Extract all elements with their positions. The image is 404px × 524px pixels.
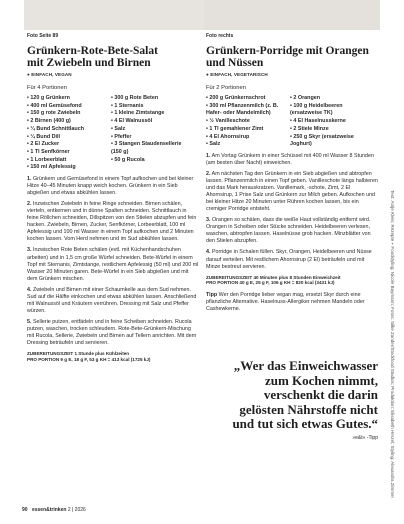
steps <box>27 176 199 347</box>
ingredient-item: • 300 ml Pflanzenmilch (z. B. <box>206 102 279 109</box>
ingredient-item: • 150 ml Apfelessig <box>27 164 76 171</box>
step-text: Inzwischen Zwiebeln in feine Ringe schneiden. Birnen schälen, vierteln, entkernen und in dünne Spalten schneiden. Schnittlauch in feine Röllchen schneiden, Dillspitzen von den Stielen abzupfen und fein hacken. Zwiebeln, Birnen, Zucker, Senfkörner, Lorbeerblatt, 100 ml Apfelessig und 100 ml Wasser in einem Topf aufkochen und 2 Minuten kochen lassen. Vom Herd nehmen und im Sud abkühlen lassen. <box>27 201 197 243</box>
ingredient-item: • 1 Tl Senfkörner <box>27 148 70 155</box>
step-number: 3. <box>206 217 211 224</box>
step <box>27 247 199 282</box>
ingredient-item: • 4 El Haselnusskerne <box>290 118 346 125</box>
step-number: 1. <box>206 152 211 159</box>
ingredient-item: • 1 kleine Zimtstange <box>111 110 165 117</box>
step <box>206 153 378 167</box>
ingredient-list-left <box>27 95 111 172</box>
step-text: Porridge in Schalen füllen. Skyr, Orangen, Heidelbeeren und Nüsse darauf verteilen. Mit restlichem Ahornsirup (2 El) beträufeln und mit Minze bestreut servieren. <box>206 249 372 270</box>
ingredient-item: • 300 g Rote Beten <box>111 95 159 101</box>
ingredient-item: Hafer- oder Mandelmilch) <box>206 110 271 117</box>
ingredient-item: • 1 Sternanis <box>111 102 144 109</box>
step-number: 4. <box>206 249 211 256</box>
recipe-title: Grünkern-Rote-Bete-Salat mit Zwiebeln und Birnen <box>27 45 158 69</box>
tip-label: Tipp <box>206 292 218 299</box>
recipe-title: Grünkern-Porridge mit Orangen und Nüssen <box>206 45 369 69</box>
ingredient-item: • 1 Tl gemahlener Zimt <box>206 125 264 132</box>
ingredient-item: • 150 g rote Zwiebeln <box>27 110 81 117</box>
ingredient-item: • 4 El Walnussöl <box>111 118 153 125</box>
ingredient-item: • 400 ml Gemüsefond <box>27 102 82 109</box>
photo-area-left <box>24 0 204 30</box>
issue: 2 | 2026 <box>67 507 86 513</box>
step-text: Sellerie putzen, entfädeln und in feine Scheiben schneiden. Rucola putzen, waschen, trocken schleudern. Rote-Bete-Grünkern-Mischung mit Rucola, Sellerie, Zwiebeln und Birnen auf Tellern anrichten. Mit dem Dressing beträufeln und servieren. <box>27 318 197 347</box>
ingredient-item: • ¼ Bund Schnittlauch <box>27 125 84 132</box>
tip-text: Wer den Porridge lieber vegan mag, ersetzt Skyr durch eine pflanzliche Alternative. Haselnuss-Allergiker nehmen Mandeln oder Cashewkerne. <box>206 292 365 313</box>
ingredient-list-right <box>111 95 199 172</box>
step <box>206 217 378 245</box>
ingredient-item: • ½ Vanilleschote <box>206 118 250 125</box>
step-number: 4. <box>27 286 32 293</box>
step <box>27 176 199 197</box>
step-number: 1. <box>27 176 32 183</box>
step <box>27 287 199 315</box>
recipe-left <box>27 30 199 363</box>
step <box>27 201 199 243</box>
ingredient-item: • 2 Orangen <box>290 95 321 101</box>
ingredients <box>206 95 378 149</box>
step-number: 5. <box>27 318 32 325</box>
ingredient-item: • 200 g Grünkernschrot <box>206 95 266 101</box>
step-number: 3. <box>27 247 32 254</box>
nutrition-info: ZUBEREITUNGSZEIT 1 Stunde plus Kühlzeiten PRO PORTION 9 g E, 18 g F, 53 g KH = 413 kcal (1725 kJ) <box>27 351 151 362</box>
step <box>206 171 378 213</box>
ingredient-item: Joghurt) <box>290 141 312 148</box>
portions: Für 4 Portionen <box>27 85 67 91</box>
ingredient-item: • 120 g Grünkern <box>27 95 70 101</box>
ingredient-item: • 250 g Skyr (ersatzweise <box>290 133 354 140</box>
recipe-tags: ● EINFACH, VEGETARISCH <box>206 72 268 77</box>
portions: Für 2 Portionen <box>206 85 246 91</box>
quote-author: »e&t« -Tipp <box>352 434 378 441</box>
recipe-tags: ● EINFACH, VEGAN <box>27 72 72 77</box>
ingredient-item: • Pfeffer <box>111 133 132 140</box>
pull-quote: „Wer das Einweichwasser zum Kochen nimmt, verschenkt die darin gelösten Nährstoffe nicht und tut sich etwas Gutes.“ »e&t« -Tipp <box>180 359 378 441</box>
ingredient-list-right <box>290 95 378 149</box>
step-text: Zwiebeln und Birnen mit einer Schaumkelle aus dem Sud nehmen. Sud auf die Hälfte einkochen und etwas abkühlen lassen. Anschließend mit Walnussöl und Kräutern verrühren. Dressing mit Salz und Pfeffer würzen. <box>27 286 197 314</box>
step-number: 2. <box>206 171 211 178</box>
page-number: 90 <box>22 507 28 513</box>
ingredient-list-left <box>206 95 290 149</box>
photo-ref: Foto Seite 89 <box>27 33 59 39</box>
ingredient-item: • 2 Birnen (400 g) <box>27 118 71 125</box>
photo-ref: Foto rechts <box>206 33 234 39</box>
magazine-name: essen&trinken <box>31 507 67 513</box>
ingredient-item: (ersatzweise TK) <box>290 110 333 117</box>
ingredient-item: • 2 Stiele Minze <box>290 125 329 132</box>
credits: Text: Antje Klein; Rezepte + Foodstyling: Nicole Baymann; Fotos: Silke Zander/Stockfood Studios; Produktion: Elisabeth Herzel; Styling: Alexandra Zimmer <box>390 190 395 499</box>
recipe-right <box>206 30 378 313</box>
ingredient-item: • Salz <box>206 141 221 148</box>
ingredient-item: • 50 g Rucola <box>111 156 145 163</box>
tip-box <box>206 292 378 313</box>
step-text: Grünkern und Gemüsefond in einem Topf aufkochen und bei kleiner Hitze 40–45 Minuten knapp weich kochen. Grünkern in ein Sieb abgießen und etwas abkühlen lassen. <box>27 176 194 197</box>
step-text: Am nächsten Tag den Grünkern in ein Sieb abgießen und abtropfen lassen. Pflanzenmilch in einen Topf geben. Vanilleschote längs halbieren und das Mark herauskratzen. Vanillemark, -schote, Zimt, 2 El Ahornsirup, 1 Prise Salz und Grünkern zur Milch geben. Aufkochen und bei kleiner Hitze 20 Minuten unter Rühren kochen lassen, bis ein cremiger Porridge entsteht. <box>206 171 378 213</box>
ingredients <box>27 95 199 172</box>
page-footer <box>22 507 86 513</box>
ingredient-item: • 3 Stangen Staudensellerie <box>111 141 182 148</box>
step <box>27 319 199 347</box>
ingredient-item: • 2 El Zucker <box>27 141 60 148</box>
ingredient-item: • Salz <box>111 125 126 132</box>
ingredient-item: • ¼ Bund Dill <box>27 133 61 140</box>
step-text: Am Vortag Grünkern in einer Schüssel mit 400 ml Wasser 8 Stunden (am besten über Nacht) einweichen. <box>206 152 374 166</box>
ingredient-item: • 1 Lorbeerblatt <box>27 156 67 163</box>
step-text: Orangen so schälen, dass die weiße Haut vollständig entfernt wird. Orangen in Scheiben oder Stücke schneiden. Heidelbeeren verlesen, waschen, abtropfen lassen. Haselnüsse grob hacken. Minzblätter von den Stielen abzupfen. <box>206 217 371 245</box>
steps <box>206 153 378 271</box>
ingredient-item: (150 g) <box>111 148 129 155</box>
ingredient-item: • 4 El Ahornsirup <box>206 133 250 140</box>
step <box>206 249 378 270</box>
ingredient-item: • 100 g Heidelbeeren <box>290 102 343 109</box>
step-text: Inzwischen Rote Beten schälen (evtl. mit Küchenhandschuhen arbeiten) und in 1,5 cm große Würfel schneiden. Bete-Würfel in einem Topf mit Sternanis, Zimtstange, restlichem Apfelessig (50 ml) und 200 ml Wasser 20 Minuten garen. Bete-Würfel in ein Sieb abgießen und mit dem Grünkern mischen. <box>27 247 199 282</box>
photo-area-right <box>204 0 380 30</box>
nutrition-info: ZUBEREITUNGSZEIT 40 Minuten plus 8 Stunden Einweichzeit PRO PORTION 40 g E, 25 g F, 106 g KH = 820 kcal (3431 kJ) <box>206 274 341 286</box>
step-number: 2. <box>27 201 32 208</box>
